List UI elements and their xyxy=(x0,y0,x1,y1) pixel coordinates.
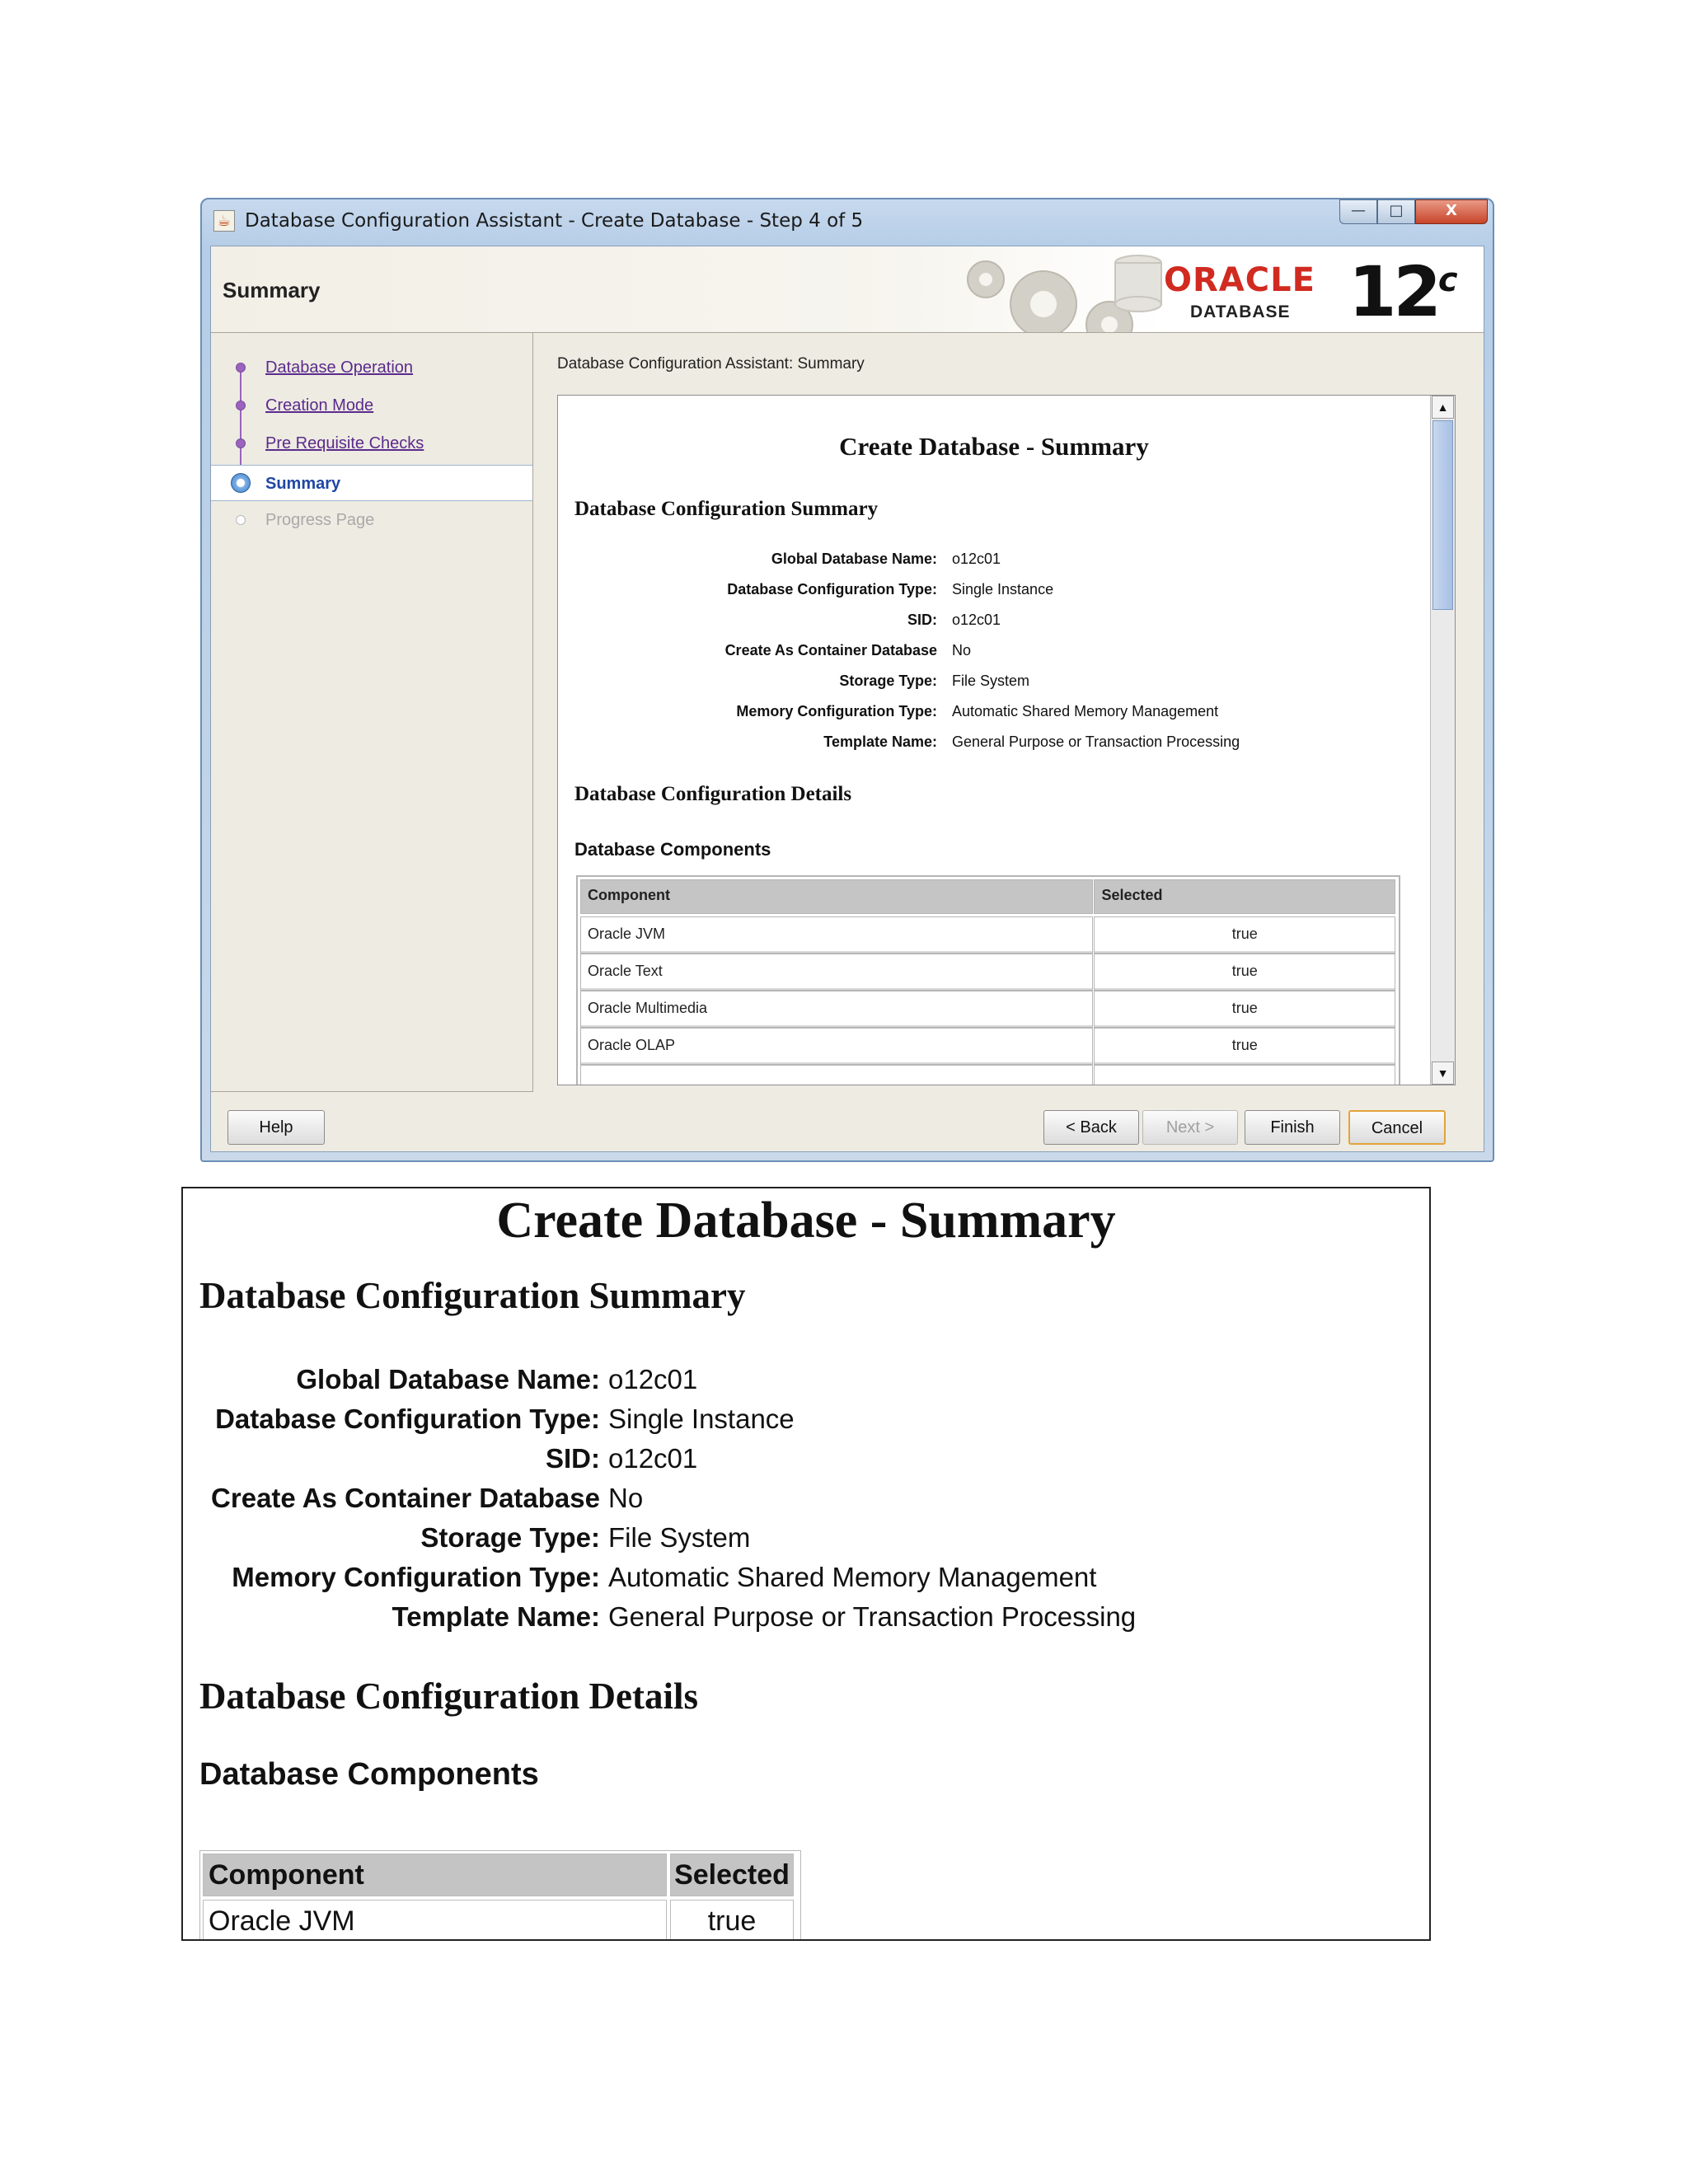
zoom-component-name: Oracle JVM xyxy=(203,1900,667,1941)
step-done-icon xyxy=(236,438,246,448)
window-controls xyxy=(1339,199,1488,224)
step-pre-requisite-checks[interactable] xyxy=(211,425,532,462)
zoom-summary-row: Create As Container Database No xyxy=(211,1483,644,1513)
dialog-header xyxy=(211,246,1484,333)
content-caption: Database Configuration Assistant: Summary xyxy=(557,355,865,373)
step-creation-mode[interactable] xyxy=(211,387,532,424)
dbca-dialog-window xyxy=(200,198,1494,1162)
components-table xyxy=(576,875,1400,1085)
component-name: Oracle Multimedia xyxy=(580,991,1093,1028)
zoom-summary-row: Global Database Name: o12c01 xyxy=(296,1364,698,1394)
column-header-component: Component xyxy=(580,879,1093,914)
component-selected: true xyxy=(1094,1028,1395,1065)
component-selected: true xyxy=(1094,954,1395,991)
step-progress-page xyxy=(211,502,532,538)
oracle-wordmark: ORACLE xyxy=(1164,261,1315,299)
report-title: Create Database - Summary xyxy=(839,432,1149,461)
next-button: Next > xyxy=(1142,1110,1238,1145)
zoom-component-selected: true xyxy=(670,1900,794,1941)
wizard-steps-panel xyxy=(211,333,533,1092)
version-badge: 12$^c$ xyxy=(1348,251,1458,332)
zoom-components-heading: Database Components xyxy=(199,1757,539,1792)
table-row xyxy=(580,916,1396,954)
zoom-summary-row: Template Name: General Purpose or Transaction Processing xyxy=(392,1601,1137,1632)
maximize-button[interactable]: □ xyxy=(1377,199,1415,224)
zoom-column-header-component: Component xyxy=(203,1854,667,1896)
component-selected-cut-off xyxy=(1094,1065,1395,1085)
java-icon: ☕ xyxy=(213,210,235,232)
back-button[interactable]: < Back xyxy=(1043,1110,1139,1145)
minimize-button[interactable]: — xyxy=(1339,199,1377,224)
component-name: Oracle Text xyxy=(580,954,1093,991)
zoom-column-header-selected: Selected xyxy=(670,1854,794,1896)
scroll-up-arrow-icon[interactable]: ▲ xyxy=(1432,396,1454,419)
step-done-icon xyxy=(236,401,246,410)
help-button[interactable]: Help xyxy=(227,1110,325,1145)
oracle-database-logo xyxy=(1164,261,1337,319)
step-summary[interactable] xyxy=(211,465,532,501)
title-bar[interactable] xyxy=(202,199,1493,246)
zoom-table-row xyxy=(203,1900,798,1941)
component-name-cut-off xyxy=(580,1065,1093,1085)
column-header-selected: Selected xyxy=(1094,879,1395,914)
step-label: Progress Page xyxy=(265,511,375,529)
dialog-client-area xyxy=(210,246,1484,1152)
step-label[interactable]: Pre Requisite Checks xyxy=(265,434,424,452)
component-selected: true xyxy=(1094,991,1395,1028)
zoom-summary-row: SID: o12c01 xyxy=(546,1443,698,1474)
window-title: Database Configuration Assistant - Create Database - Step 4 of 5 xyxy=(245,210,864,232)
config-details-heading: Database Configuration Details xyxy=(574,783,852,805)
config-summary-heading: Database Configuration Summary xyxy=(574,498,879,520)
zoom-config-details-heading: Database Configuration Details xyxy=(199,1675,698,1717)
table-header-row xyxy=(580,879,1396,916)
zoom-summary-row: Database Configuration Type: Single Instance xyxy=(215,1404,795,1434)
zoom-table-header-row xyxy=(203,1854,798,1900)
scroll-down-arrow-icon[interactable]: ▼ xyxy=(1432,1062,1454,1085)
table-row xyxy=(580,991,1396,1028)
zoom-config-summary-heading: Database Configuration Summary xyxy=(199,1275,746,1316)
zoom-components-table xyxy=(199,1850,801,1941)
cancel-button[interactable]: Cancel xyxy=(1348,1110,1446,1145)
summary-report-pane[interactable] xyxy=(557,395,1456,1085)
zoom-summary-row: Memory Configuration Type: Automatic Shared Memory Management xyxy=(232,1562,1097,1592)
scroll-thumb[interactable] xyxy=(1432,420,1453,610)
step-current-icon xyxy=(231,473,251,493)
vertical-scrollbar[interactable] xyxy=(1430,396,1455,1085)
finish-button[interactable]: Finish xyxy=(1245,1110,1340,1145)
zoom-report-title: Create Database - Summary xyxy=(496,1193,1116,1249)
step-pending-icon xyxy=(236,515,246,525)
table-row xyxy=(580,1065,1396,1085)
step-database-operation[interactable] xyxy=(211,349,532,386)
gears-graphic-icon xyxy=(936,246,1175,332)
step-label: Summary xyxy=(265,475,341,493)
zoom-summary-row: Storage Type: File System xyxy=(420,1522,751,1553)
zoomed-summary-excerpt xyxy=(181,1187,1431,1941)
close-button[interactable]: X xyxy=(1415,199,1488,224)
step-label[interactable]: Creation Mode xyxy=(265,396,374,415)
components-heading: Database Components xyxy=(574,839,771,860)
step-done-icon xyxy=(236,363,246,373)
table-row xyxy=(580,1028,1396,1065)
oracle-database-label: DATABASE xyxy=(1190,302,1291,321)
component-selected: true xyxy=(1094,916,1395,954)
component-name: Oracle OLAP xyxy=(580,1028,1093,1065)
page-title: Summary xyxy=(223,278,321,302)
component-name: Oracle JVM xyxy=(580,916,1093,954)
step-label[interactable]: Database Operation xyxy=(265,359,414,377)
summary-report-content: Create Database - Summary Database Configuration Summary Global Database Name: o12c01 Database Configuration Type: Single Instance SID: o12c01 Create As Container Database No Storage Type: File System Memory Configuration Type: Automatic Shared Memory Management Template Name: General Purpose or Transaction Processing Database Configuration Details Database Components Component Selected Oracle JVM true Oracle Text true Oracle Multimedia true Oracle OLAP true xyxy=(558,396,1430,1085)
table-row xyxy=(580,954,1396,991)
